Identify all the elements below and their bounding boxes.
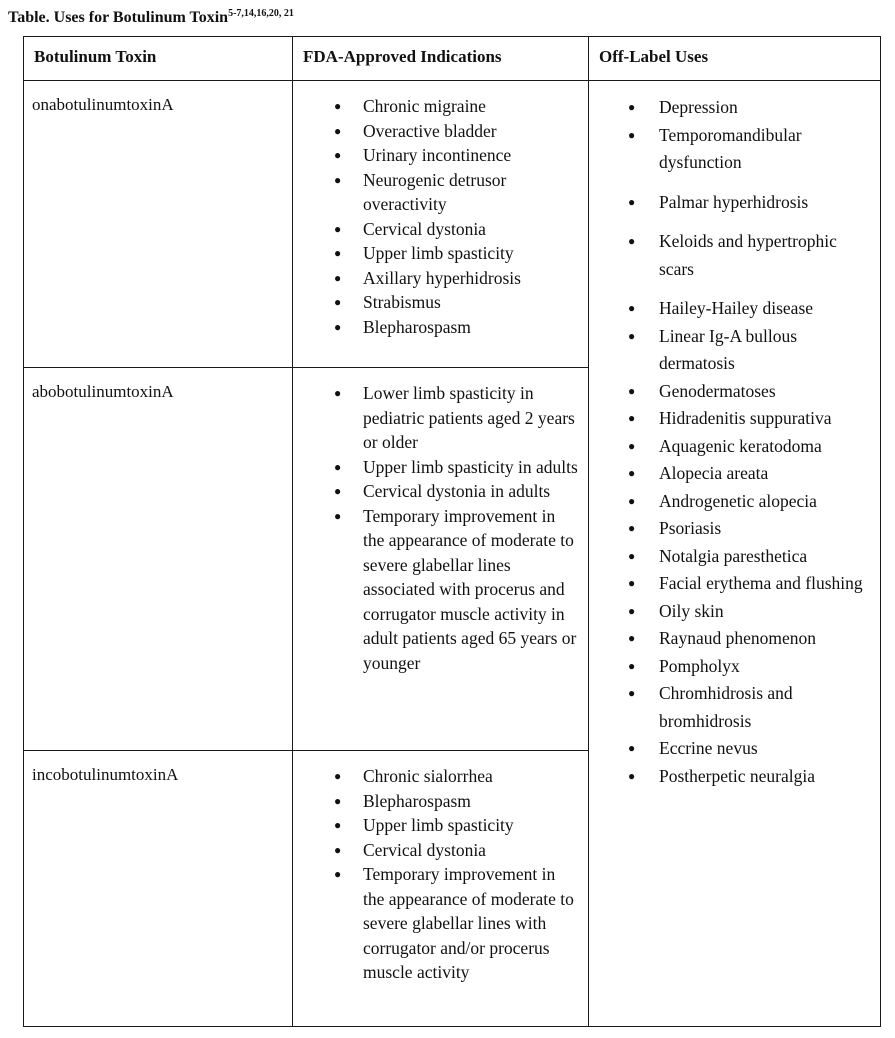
indications-cell — [293, 81, 589, 368]
list-item: ● Pompholyx — [589, 653, 874, 681]
list-item: ● Blepharospasm — [293, 789, 580, 814]
toxin-name-cell: abobotulinumtoxinA — [24, 368, 293, 751]
indications-list — [293, 751, 588, 985]
list-item: ● Facial erythema and flushing — [589, 570, 874, 598]
list-item: ● Upper limb spasticity — [293, 813, 580, 838]
list-item: ● Upper limb spasticity in adults — [293, 455, 580, 480]
list-item: ● Chronic migraine — [293, 94, 580, 119]
list-item: ● Psoriasis — [589, 515, 874, 543]
list-item: ● Oily skin — [589, 598, 874, 626]
list-item: ● Genodermatoses — [589, 378, 874, 406]
list-item: ● Neurogenic detrusor overactivity — [293, 168, 580, 217]
header-botulinum-toxin: Botulinum Toxin — [24, 37, 293, 81]
botulinum-toxin-table — [23, 36, 881, 1027]
off-label-uses-cell — [589, 81, 881, 1027]
list-item: ● Cervical dystonia in adults — [293, 479, 580, 504]
table-row — [24, 81, 881, 368]
header-off-label-uses: Off-Label Uses — [589, 37, 881, 81]
table-caption — [8, 8, 294, 27]
list-item: ● Raynaud phenomenon — [589, 625, 874, 653]
list-item: ● Axillary hyperhidrosis — [293, 266, 580, 291]
indications-list — [293, 81, 588, 339]
list-item: ● Temporary improvement in the appearance of moderate to severe glabellar lines with corrugator and/or procerus muscle activity — [293, 862, 580, 985]
toxin-name-cell: incobotulinumtoxinA — [24, 751, 293, 1027]
indications-cell — [293, 368, 589, 751]
list-item: ● Hailey-Hailey disease — [589, 295, 874, 323]
list-item: ● Palmar hyperhidrosis — [589, 189, 874, 217]
off-label-uses-list — [589, 81, 880, 790]
list-item: ● Notalgia paresthetica — [589, 543, 874, 571]
list-item: ● Eccrine nevus — [589, 735, 874, 763]
list-item: ● Androgenetic alopecia — [589, 488, 874, 516]
list-item: ● Temporary improvement in the appearance of moderate to severe glabellar lines associated with procerus and corrugator muscle activity in adult patients aged 65 years or younger — [293, 504, 580, 676]
list-item: ● Cervical dystonia — [293, 217, 580, 242]
list-item: ● Strabismus — [293, 290, 580, 315]
indications-cell — [293, 751, 589, 1027]
list-item: ● Postherpetic neuralgia — [589, 763, 874, 791]
indications-list — [293, 368, 588, 675]
list-item: ● Upper limb spasticity — [293, 241, 580, 266]
caption-title: Table. Uses for Botulinum Toxin — [8, 9, 229, 26]
toxin-name-cell: onabotulinumtoxinA — [24, 81, 293, 368]
list-item: ● Lower limb spasticity in pediatric patients aged 2 years or older — [293, 381, 580, 455]
list-item: ● Chronic sialorrhea — [293, 764, 580, 789]
list-item: ● Overactive bladder — [293, 119, 580, 144]
list-item: ● Chromhidrosis and bromhidrosis — [589, 680, 874, 735]
header-row — [24, 37, 881, 81]
header-fda-approved-indications: FDA-Approved Indications — [293, 37, 589, 81]
list-item: ● Keloids and hypertrophic scars — [589, 228, 874, 283]
list-item: ● Cervical dystonia — [293, 838, 580, 863]
list-item: ● Linear Ig-A bullous dermatosis — [589, 323, 874, 378]
list-item: ● Depression — [589, 94, 874, 122]
list-item: ● Alopecia areata — [589, 460, 874, 488]
caption-references: 5-7,14,16,20, 21 — [228, 8, 294, 19]
list-item: ● Temporomandibular dysfunction — [589, 122, 874, 177]
list-item: ● Aquagenic keratodoma — [589, 433, 874, 461]
list-item: ● Blepharospasm — [293, 315, 580, 340]
list-item: ● Hidradenitis suppurativa — [589, 405, 874, 433]
list-item: ● Urinary incontinence — [293, 143, 580, 168]
